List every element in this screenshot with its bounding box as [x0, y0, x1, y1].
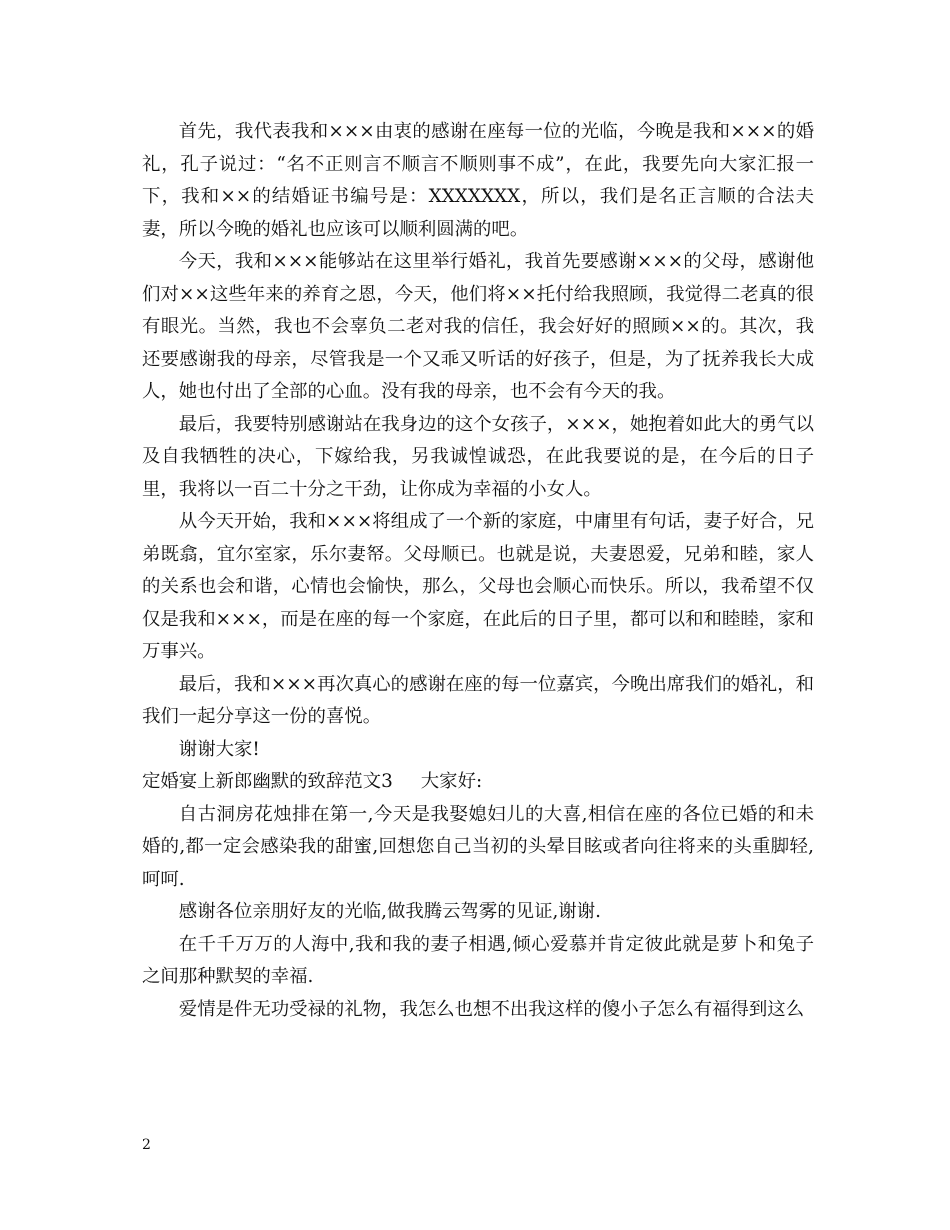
- page-number: 2: [142, 1137, 151, 1153]
- paragraph-10: 爱情是件无功受禄的礼物，我怎么也想不出我这样的傻小子怎么有福得到这么: [178, 998, 805, 1020]
- document-body: [142, 116, 814, 1026]
- paragraph-4: 从今天开始，我和×××将组成了一个新的家庭，中庸里有句话，妻子好合，兄弟既翕，宜尔室家，乐尔妻帑。父母顺已。也就是说，夫妻恩爱，兄弟和睦，家人的关系也会和谐，心情也会愉快，那么，父母也会顺心而快乐。所以，我希望不仅仅是我和×××，而是在座的每一个家庭，在此后的日子里，都可以和和睦睦，家和万事兴。: [142, 511, 814, 662]
- paragraph-5: 最后，我和×××再次真心的感谢在座的每一位嘉宾，今晚出席我们的婚礼，和我们一起分享这一份的喜悦。: [142, 673, 814, 727]
- paragraph-9: 在千千万万的人海中,我和我的妻子相遇,倾心爱慕并肯定彼此就是萝卜和兔子之间那种默契的幸福.: [142, 933, 814, 987]
- section-title: 定婚宴上新郎幽默的致辞范文3: [142, 771, 393, 792]
- section-heading: [142, 766, 814, 799]
- paragraph-1: 首先，我代表我和×××由衷的感谢在座每一位的光临，今晚是我和×××的婚礼，孔子说过：“名不正则言不顺言不顺则事不成”，在此，我要先向大家汇报一下，我和××的结婚证书编号是：XXXXXXX，所以，我们是名正言顺的合法夫妻，所以今晚的婚礼也应该可以顺利圆满的吧。: [142, 121, 814, 240]
- paragraph-6: 谢谢大家!: [178, 738, 260, 760]
- paragraph-3: 最后，我要特别感谢站在我身边的这个女孩子，×××，她抱着如此大的勇气以及自我牺牲的决心，下嫁给我，另我诚惶诚恐，在此我要说的是，在今后的日子里，我将以一百二十分之干劲，让你成为幸福的小女人。: [142, 413, 814, 500]
- paragraph-8: 感谢各位亲朋好友的光临,做我腾云驾雾的见证,谢谢.: [178, 901, 601, 922]
- paragraph-2: 今天，我和×××能够站在这里举行婚礼，我首先要感谢×××的父母，感谢他们对××这些年来的养育之恩，今天，他们将××托付给我照顾，我觉得二老真的很有眼光。当然，我也不会辜负二老对我的信任，我会好好的照顾××的。其次，我还要感谢我的母亲，尽管我是一个又乖又听话的好孩子，但是，为了抚养我长大成人，她也付出了全部的心血。没有我的母亲，也不会有今天的我。: [142, 251, 814, 402]
- greeting: 大家好:: [420, 771, 483, 792]
- paragraph-7: 自古洞房花烛排在第一,今天是我娶媳妇儿的大喜,相信在座的各位已婚的和未婚的,都一定会感染我的甜蜜,回想您自己当初的头晕目眩或者向往将来的头重脚轻,呵呵.: [142, 803, 814, 890]
